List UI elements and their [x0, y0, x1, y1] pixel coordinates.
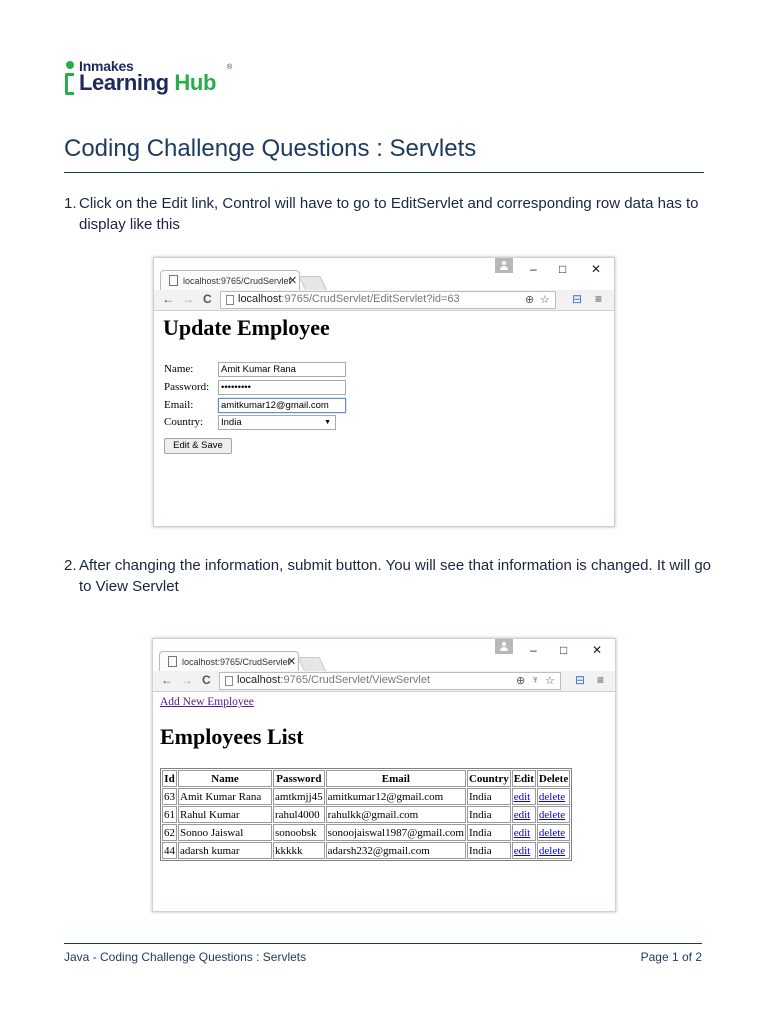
table-row: [162, 788, 570, 805]
document-icon: [169, 275, 178, 286]
table-row: [162, 824, 570, 841]
bookmark-star-icon[interactable]: ☆: [545, 675, 555, 687]
name-label: Name:: [164, 363, 194, 375]
minimize-icon[interactable]: –: [530, 262, 537, 276]
extension-icon[interactable]: ⊟: [575, 673, 586, 687]
cell-country: India: [467, 824, 511, 841]
maximize-icon[interactable]: □: [559, 262, 567, 276]
delete-link[interactable]: delete: [537, 842, 570, 859]
instruction-text: Click on the Edit link, Control will have to go to EditServlet and corresponding row data has to display like this: [79, 195, 699, 233]
close-window-icon[interactable]: ✕: [592, 643, 603, 657]
document-icon: [168, 656, 177, 667]
page-title: Coding Challenge Questions : Servlets: [64, 135, 477, 162]
forward-arrow-icon[interactable]: →: [181, 673, 193, 687]
maximize-icon[interactable]: □: [560, 643, 568, 657]
inmakes-logo: [64, 58, 244, 98]
extension-icon[interactable]: ⊟: [572, 292, 583, 306]
cell-password: amtkmjj45: [273, 788, 325, 805]
logo-registered-mark: ®: [227, 64, 233, 71]
user-profile-icon[interactable]: [495, 258, 513, 273]
password-field[interactable]: •••••••••: [218, 380, 346, 395]
cell-name: Sonoo Jaiswal: [178, 824, 272, 841]
logo-main-a: Learning: [79, 70, 169, 95]
back-arrow-icon[interactable]: ←: [161, 673, 173, 687]
bookmark-star-icon[interactable]: ☆: [540, 294, 550, 306]
country-label: Country:: [164, 416, 204, 428]
column-header: Delete: [537, 770, 570, 787]
zoom-icon[interactable]: ⊕: [516, 675, 526, 687]
logo-dot: [66, 61, 74, 69]
browser-window-edit: [153, 257, 615, 527]
reload-icon[interactable]: C: [202, 673, 211, 687]
cell-id: 61: [162, 806, 177, 823]
close-window-icon[interactable]: ✕: [591, 262, 602, 276]
address-bar[interactable]: [219, 672, 561, 690]
title-divider: [64, 172, 704, 173]
reload-icon[interactable]: C: [203, 292, 212, 306]
logo-main-text: [79, 70, 216, 96]
table-row: [162, 842, 570, 859]
menu-icon[interactable]: ≡: [595, 292, 603, 306]
email-label: Email:: [164, 399, 194, 411]
logo-main-b: Hub: [174, 70, 216, 95]
table-row: [162, 806, 570, 823]
page-icon: [226, 295, 234, 305]
cell-email: amitkumar12@gmail.com: [326, 788, 466, 805]
cell-password: rahul4000: [273, 806, 325, 823]
footer-page-number: Page 1 of 2: [640, 950, 702, 964]
cell-email: rahulkk@gmail.com: [326, 806, 466, 823]
cell-email: sonoojaiswal1987@gmail.com: [326, 824, 466, 841]
column-header: Email: [326, 770, 466, 787]
instruction-text: After changing the information, submit button. You will see that information is changed. It will go to View Servlet: [79, 557, 712, 595]
tab-label: localhost:9765/CrudServlet: [183, 276, 292, 286]
cell-country: India: [467, 806, 511, 823]
logo-bracket-icon: [65, 73, 74, 95]
cell-id: 62: [162, 824, 177, 841]
tab-close-icon[interactable]: ✕: [288, 275, 298, 287]
cell-name: adarsh kumar: [178, 842, 272, 859]
instruction-2: [64, 555, 714, 597]
column-header: Id: [162, 770, 177, 787]
page-icon: [225, 676, 233, 686]
cell-id: 63: [162, 788, 177, 805]
edit-link[interactable]: edit: [512, 806, 536, 823]
delete-link[interactable]: delete: [537, 824, 570, 841]
edit-save-button[interactable]: Edit & Save: [164, 438, 232, 454]
country-select[interactable]: [218, 415, 336, 430]
minimize-icon[interactable]: –: [530, 643, 537, 657]
add-new-employee-link[interactable]: Add New Employee: [160, 696, 254, 708]
footer-divider: [64, 943, 702, 944]
column-header: Country: [467, 770, 511, 787]
cell-country: India: [467, 842, 511, 859]
password-label: Password:: [164, 381, 210, 393]
column-header: Name: [178, 770, 272, 787]
new-tab-button[interactable]: [298, 657, 327, 672]
employees-table: [160, 768, 572, 861]
address-bar[interactable]: [220, 291, 556, 309]
logo-top-text: Inmakes: [79, 58, 134, 74]
back-arrow-icon[interactable]: ←: [162, 292, 174, 306]
zoom-icon[interactable]: ⊕: [525, 294, 535, 306]
tab-label: localhost:9765/CrudServlet: [182, 657, 291, 667]
cell-email: adarsh232@gmail.com: [326, 842, 466, 859]
address-url: localhost:9765/CrudServlet/EditServlet?id=63: [238, 293, 460, 305]
country-value: India: [221, 417, 242, 428]
footer-document-title: Java - Coding Challenge Questions : Servlets: [64, 950, 307, 964]
browser-titlebar: [154, 258, 614, 290]
cell-name: Rahul Kumar: [178, 806, 272, 823]
edit-link[interactable]: edit: [512, 842, 536, 859]
browser-toolbar: [153, 671, 615, 692]
delete-link[interactable]: delete: [537, 806, 570, 823]
browser-toolbar: [154, 290, 614, 311]
pin-icon[interactable]: ♆: [531, 674, 540, 686]
column-header: Password: [273, 770, 325, 787]
instruction-1: [64, 193, 714, 235]
edit-link[interactable]: edit: [512, 788, 536, 805]
instruction-number: 1.: [64, 195, 77, 212]
instruction-number: 2.: [64, 557, 77, 574]
address-url: localhost:9765/CrudServlet/ViewServlet: [237, 674, 431, 686]
table-header-row: [162, 770, 570, 787]
delete-link[interactable]: delete: [537, 788, 570, 805]
browser-window-view: [152, 638, 616, 912]
browser-titlebar: [153, 639, 615, 671]
cell-password: kkkkk: [273, 842, 325, 859]
user-profile-icon[interactable]: [495, 639, 513, 654]
update-employee-heading: Update Employee: [163, 315, 330, 340]
new-tab-button[interactable]: [299, 276, 328, 291]
cell-password: sonoobsk: [273, 824, 325, 841]
column-header: Edit: [512, 770, 536, 787]
dropdown-arrow-icon: ▼: [324, 419, 331, 426]
browser-tab[interactable]: [160, 270, 300, 291]
cell-id: 44: [162, 842, 177, 859]
forward-arrow-icon[interactable]: →: [182, 292, 194, 306]
tab-close-icon[interactable]: ✕: [287, 656, 297, 668]
browser-tab[interactable]: [159, 651, 299, 672]
employees-list-heading: Employees List: [160, 724, 304, 749]
cell-name: Amit Kumar Rana: [178, 788, 272, 805]
edit-link[interactable]: edit: [512, 824, 536, 841]
menu-icon[interactable]: ≡: [597, 673, 605, 687]
name-field[interactable]: Amit Kumar Rana: [218, 362, 346, 377]
cell-country: India: [467, 788, 511, 805]
email-field[interactable]: amitkumar12@gmail.com: [218, 398, 346, 413]
